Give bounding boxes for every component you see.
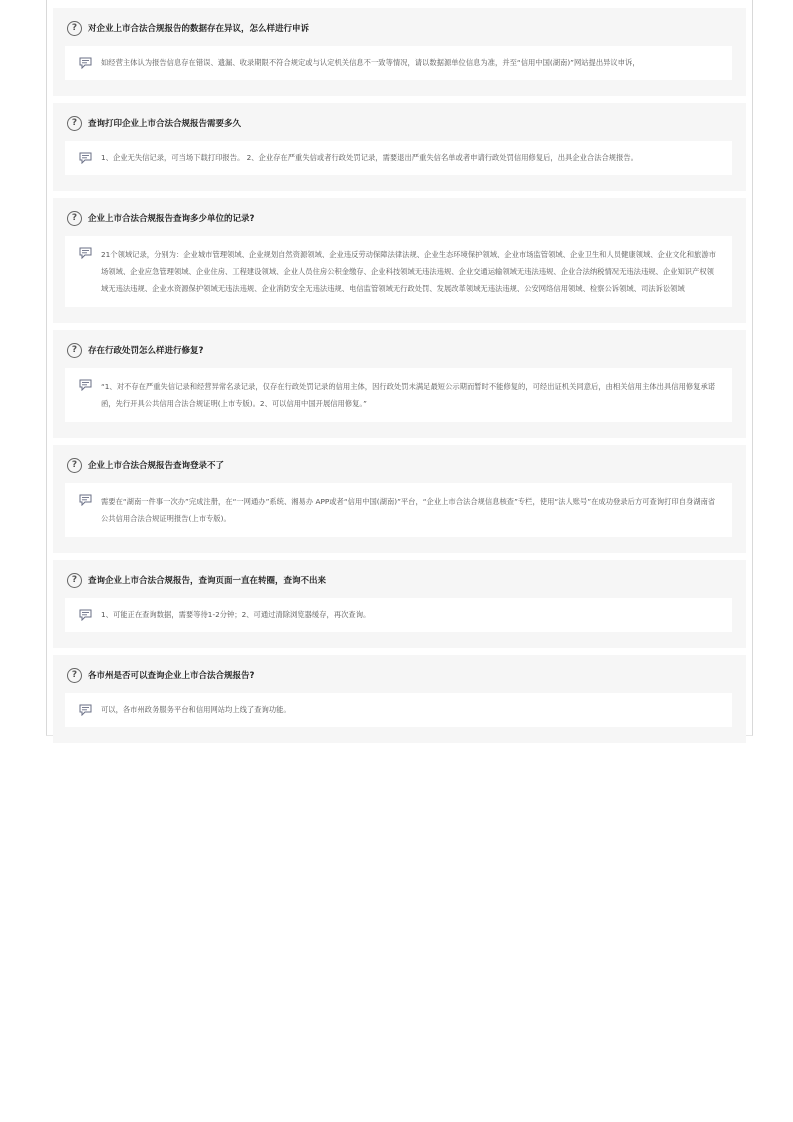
- question-circle-icon: ?: [67, 573, 82, 588]
- question-circle-icon: ?: [67, 343, 82, 358]
- faq-item: [53, 560, 746, 648]
- faq-item: [53, 655, 746, 743]
- faq-list: [53, 8, 746, 750]
- faq-answer: [65, 693, 732, 727]
- question-circle-icon: ?: [67, 458, 82, 473]
- faq-answer-text: 需要在“湖南一件事一次办”完成注册，在“一网通办”系统、湘易办 APP或者“信用中国(湖南)”平台，“企业上市合法合规信息核查”专栏，使用“法人账号”在成功登录后方可查询打印自身湖南省公共信用合法合规证明报告(上市专版)。: [101, 497, 716, 523]
- message-icon: [79, 57, 92, 69]
- faq-question[interactable]: [61, 113, 732, 133]
- faq-answer: [65, 141, 732, 175]
- faq-question-text: 存在行政处罚怎么样进行修复?: [88, 346, 204, 356]
- message-icon: [79, 704, 92, 716]
- faq-answer-text: 1、可能正在查询数据，需要等待1-2分钟；2、可通过清除浏览器缓存，再次查询。: [101, 610, 371, 619]
- question-circle-icon: ?: [67, 668, 82, 683]
- faq-question[interactable]: [61, 665, 732, 685]
- question-circle-icon: ?: [67, 21, 82, 36]
- faq-answer: [65, 598, 732, 632]
- faq-question[interactable]: [61, 208, 732, 228]
- faq-item: [53, 330, 746, 438]
- faq-item: [53, 198, 746, 323]
- question-circle-icon: ?: [67, 211, 82, 226]
- message-icon: [79, 247, 92, 259]
- faq-question-text: 企业上市合法合规报告查询登录不了: [88, 461, 225, 471]
- faq-question[interactable]: [61, 570, 732, 590]
- faq-answer: [65, 46, 732, 80]
- faq-question-text: 查询打印企业上市合法合规报告需要多久: [88, 119, 242, 129]
- faq-question-text: 企业上市合法合规报告查询多少单位的记录?: [88, 214, 255, 224]
- faq-question-text: 各市州是否可以查询企业上市合法合规报告?: [88, 671, 255, 681]
- message-icon: [79, 609, 92, 621]
- faq-answer: [65, 483, 732, 537]
- message-icon: [79, 379, 92, 391]
- faq-question-text: 查询企业上市合法合规报告，查询页面一直在转圈，查询不出来: [88, 576, 327, 586]
- faq-question[interactable]: [61, 18, 732, 38]
- message-icon: [79, 494, 92, 506]
- faq-question[interactable]: [61, 340, 732, 360]
- question-circle-icon: ?: [67, 116, 82, 131]
- faq-answer-text: 如经营主体认为报告信息存在错误、遗漏、收录期限不符合规定或与认定机关信息不一致等情况，请以数据源单位信息为准，并至“信用中国(湖南)”网站提出异议申诉，: [101, 58, 640, 67]
- faq-answer-text: 可以，各市州政务服务平台和信用网站均上线了查询功能。: [101, 705, 291, 714]
- faq-panel: [46, 0, 753, 736]
- faq-item: [53, 103, 746, 191]
- faq-question[interactable]: [61, 455, 732, 475]
- message-icon: [79, 152, 92, 164]
- faq-answer-text: 1、企业无失信记录，可当场下载打印报告。 2、企业存在严重失信或者行政处罚记录，需要退出严重失信名单或者申请行政处罚信用修复后，出具企业合法合规报告。: [101, 153, 638, 162]
- faq-question-text: 对企业上市合法合规报告的数据存在异议，怎么样进行申诉: [88, 24, 310, 34]
- faq-answer-text: “1、对不存在严重失信记录和经营异常名录记录，仅存在行政处罚记录的信用主体，因行政处罚未满足最短公示期而暂时不能修复的，可经出证机关同意后，由相关信用主体出具信用修复承诺函，先行开具公共信用合法合规证明(上市专版)。2、可以信用中国开展信用修复。”: [101, 382, 716, 408]
- faq-answer: [65, 236, 732, 307]
- faq-item: [53, 8, 746, 96]
- faq-item: [53, 445, 746, 553]
- faq-answer-text: 21个领域记录，分别为：企业城市管理领域、企业规划自然资源领域、企业违反劳动保障法律法规、企业生态环境保护领域、企业市场监管领域、企业卫生和人员健康领域、企业文化和旅游市场领域、企业应急管理领域、企业住房、工程建设领域、企业人员住房公积金缴存、企业科技领域无违法违规、企业交通运输领域无违法违规、企业合法纳税情况无违法违规、企业知识产权领域无违法违规、企业水资源保护领域无违法违规、企业消防安全无违法违规、电信监管领域无行政处罚、发展改革领域无违法违规、公安网络信用领域、检察公诉领域、司法诉讼领域: [101, 250, 716, 293]
- faq-answer: [65, 368, 732, 422]
